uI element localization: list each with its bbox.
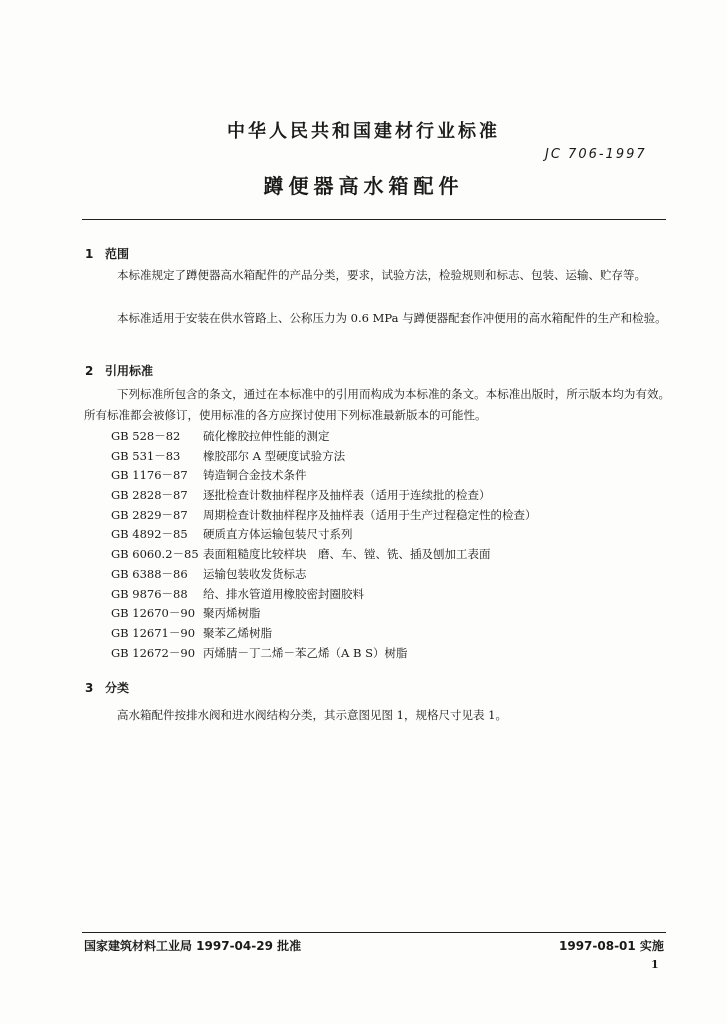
reference-code: GB 4892－85 bbox=[111, 527, 188, 542]
reference-code: GB 12672－90 bbox=[111, 645, 196, 660]
reference-title: 逐批检查计数抽样程序及抽样表（适用于连续批的检查） bbox=[203, 488, 491, 503]
reference-title: 周期检查计数抽样程序及抽样表（适用于生产过程稳定性的检查） bbox=[203, 507, 537, 522]
standard-number: JC 706-1997 bbox=[545, 147, 647, 162]
reference-code: GB 2829－87 bbox=[111, 507, 188, 522]
reference-item bbox=[111, 624, 537, 644]
section-title: 范围 bbox=[105, 247, 130, 261]
section-number: 3 bbox=[85, 681, 94, 695]
section-title: 分类 bbox=[105, 681, 130, 695]
reference-item bbox=[111, 565, 537, 585]
section-3-heading bbox=[85, 679, 129, 696]
reference-item bbox=[111, 506, 537, 526]
section-number: 1 bbox=[85, 247, 94, 261]
reference-code: GB 12670－90 bbox=[111, 606, 196, 621]
reference-title: 给、排水管道用橡胶密封圈胶料 bbox=[203, 586, 364, 601]
reference-item bbox=[111, 427, 537, 447]
reference-code: GB 6388－86 bbox=[111, 566, 188, 581]
reference-title: 硫化橡胶拉伸性能的测定 bbox=[203, 429, 330, 443]
reference-code: GB 2828－87 bbox=[111, 488, 188, 503]
reference-code: GB 12671－90 bbox=[111, 625, 196, 640]
section-2-paragraph-1: 下列标准所包含的条文，通过在本标准中的引用而构成为本标准的条文。本标准出版时，所示版本均为有效。所有标准都会被修订，使用标准的各方应探讨使用下列标准最新版本的可能性。 bbox=[84, 387, 670, 422]
reference-code: GB 9876－88 bbox=[111, 586, 188, 601]
issuer-title: 中华人民共和国建材行业标准 bbox=[227, 121, 500, 142]
reference-title: 硬质直方体运输包装尺寸系列 bbox=[203, 527, 353, 542]
reference-title: 橡胶邵尔 A 型硬度试验方法 bbox=[203, 448, 346, 463]
reference-title: 聚丙烯树脂 bbox=[203, 606, 261, 621]
section-1-paragraph-1: 本标准规定了蹲便器高水箱配件的产品分类，要求，试验方法，检验规则和标志、包装、运输、贮存等。 bbox=[117, 268, 646, 282]
section-2-heading bbox=[85, 362, 153, 379]
reference-item bbox=[111, 486, 537, 506]
section-number: 2 bbox=[85, 364, 94, 378]
reference-title: 丙烯腈－丁二烯－苯乙烯（A B S）树脂 bbox=[203, 645, 408, 660]
reference-item bbox=[111, 585, 537, 605]
section-3-paragraph-1: 高水箱配件按排水阀和进水阀结构分类，其示意图见图 1，规格尺寸见表 1。 bbox=[117, 708, 507, 722]
section-title: 引用标准 bbox=[105, 364, 154, 378]
reference-code: GB 6060.2－85 bbox=[111, 547, 199, 562]
effective-date: 1997-08-01 实施 bbox=[559, 939, 664, 953]
reference-title: 聚苯乙烯树脂 bbox=[203, 625, 272, 640]
approval-note: 国家建筑材料工业局 1997-04-29 批准 bbox=[84, 939, 302, 953]
reference-title: 表面粗糙度比较样块 磨、车、镗、铣、插及刨加工表面 bbox=[203, 547, 491, 562]
reference-item bbox=[111, 604, 537, 624]
reference-code: GB 531－83 bbox=[111, 448, 181, 463]
section-1-heading bbox=[85, 245, 129, 262]
reference-item bbox=[111, 466, 537, 486]
footer-divider bbox=[82, 932, 666, 933]
reference-code: GB 1176－87 bbox=[111, 468, 188, 483]
reference-code: GB 528－82 bbox=[111, 429, 181, 443]
section-1-paragraph-2: 本标准适用于安装在供水管路上、公称压力为 0.6 MPa 与蹲便器配套作冲便用的高水箱配件的生产和检验。 bbox=[117, 311, 667, 325]
reference-item bbox=[111, 545, 537, 565]
reference-list bbox=[111, 427, 537, 663]
reference-title: 运输包装收发货标志 bbox=[203, 566, 307, 581]
reference-title: 铸造铜合金技术条件 bbox=[203, 468, 307, 483]
reference-item bbox=[111, 525, 537, 545]
reference-item bbox=[111, 447, 537, 467]
reference-item bbox=[111, 644, 537, 664]
document-title: 蹲便器高水箱配件 bbox=[263, 174, 464, 198]
header-divider bbox=[82, 219, 666, 220]
page-number: 1 bbox=[651, 958, 659, 971]
